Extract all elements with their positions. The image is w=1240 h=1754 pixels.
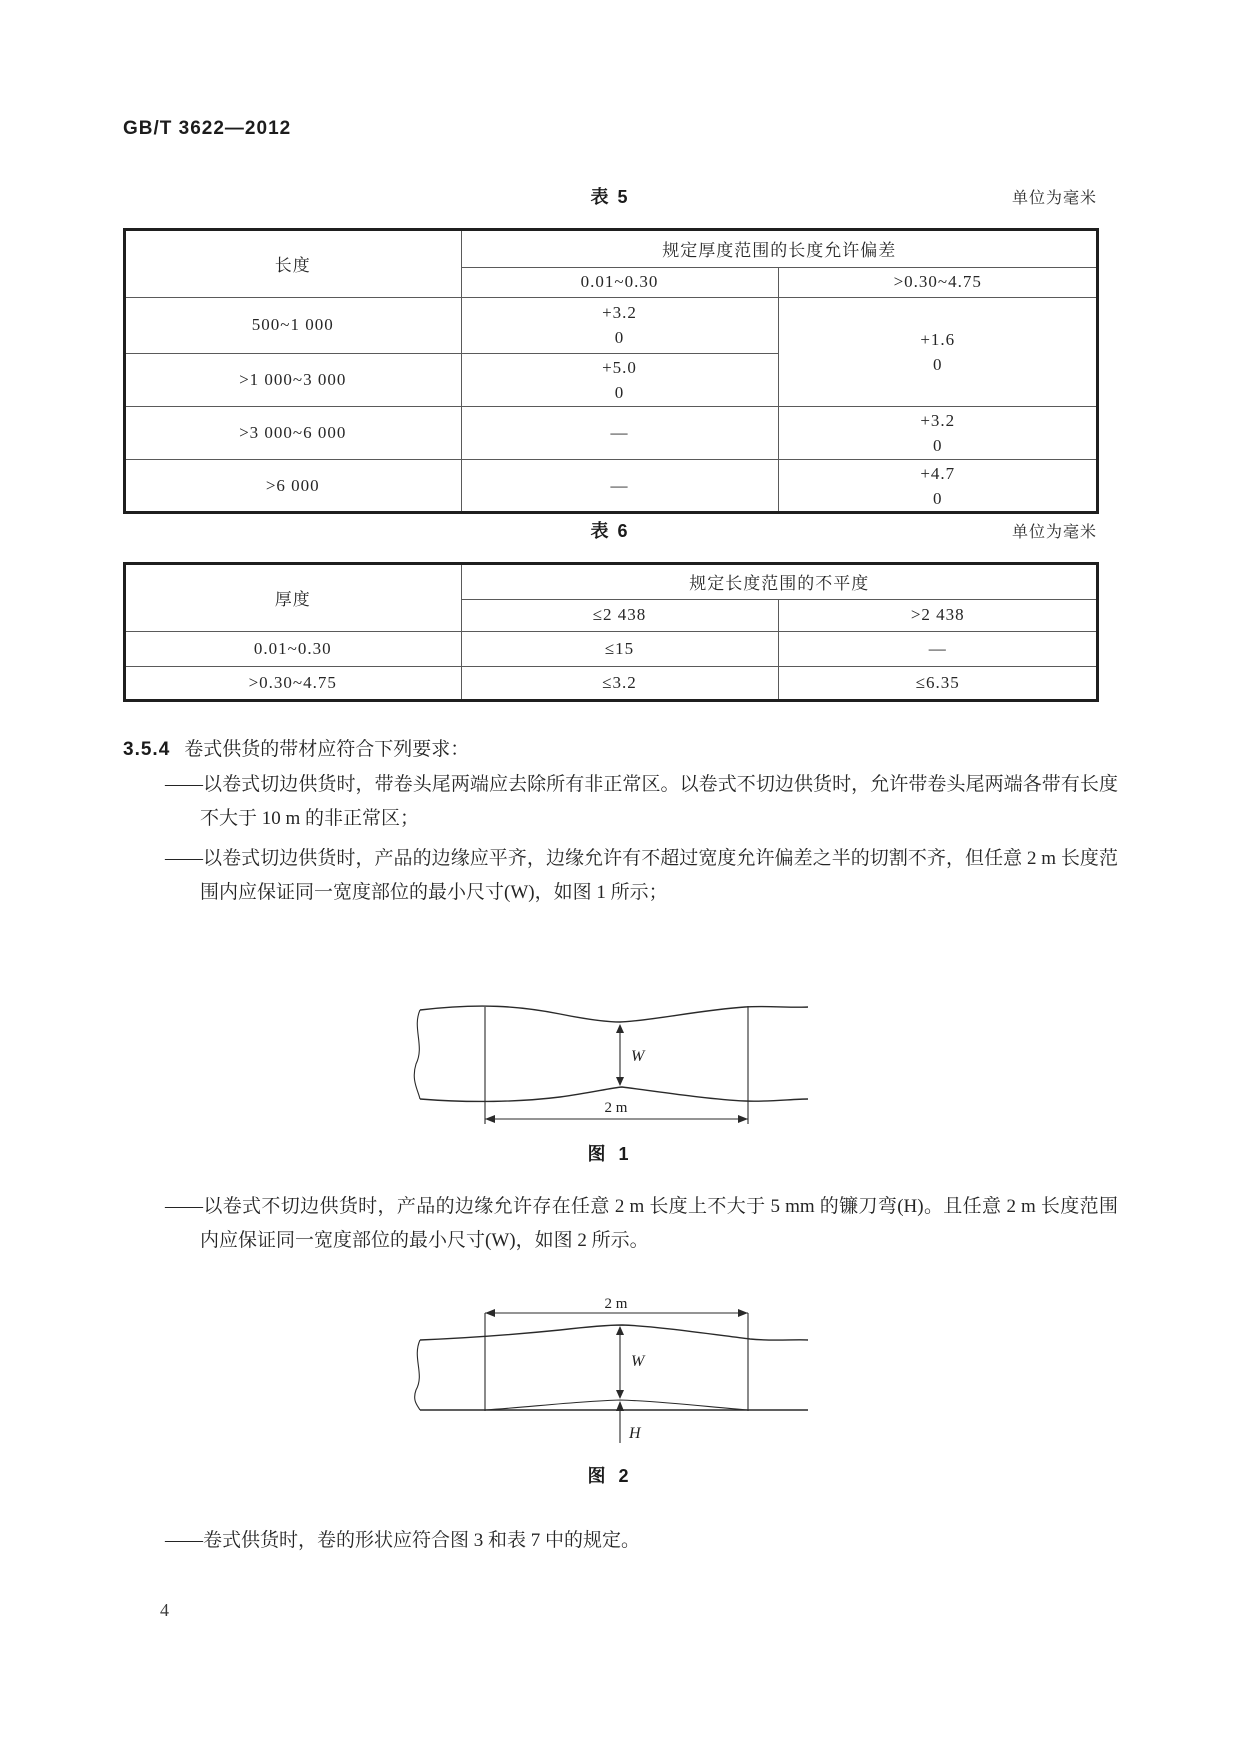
arrowhead	[616, 1326, 624, 1335]
dev-upper: +1.6	[920, 329, 956, 349]
table6-subheader-1: ≤2 438	[461, 599, 778, 631]
arrowhead	[738, 1309, 748, 1317]
arrowhead	[616, 1077, 624, 1086]
table6-header-thickness: 厚度	[124, 563, 461, 631]
figure-2-caption: 图 2	[587, 1466, 633, 1486]
arrowhead	[616, 1024, 624, 1033]
page-number: 4	[160, 1600, 169, 1620]
table5-row3-dev2	[778, 406, 1098, 459]
table5-row1-length: 500~1 000	[124, 297, 461, 353]
table5-row3-length: >3 000~6 000	[124, 406, 461, 459]
table5-row1-dev1	[461, 297, 778, 353]
bullet-text: 以卷式切边供货时，带卷头尾两端应去除所有非正常区。以卷式不切边供货时，允许带卷头尾两端各带有长度不大于 10 m 的非正常区；	[200, 774, 1118, 829]
arrowhead	[616, 1401, 624, 1411]
width-label: W	[631, 1048, 645, 1065]
dev-lower: 0	[614, 328, 625, 347]
table-5	[123, 228, 1099, 514]
section-title-text: 卷式供货的带材应符合下列要求：	[184, 739, 470, 760]
table5-row2-dev1	[461, 353, 778, 406]
table-6	[123, 562, 1099, 702]
table5-unit-label: 单位为毫米	[1011, 190, 1097, 207]
bullet-dash: ——	[165, 1196, 203, 1217]
figure-2-drawing	[410, 1298, 810, 1450]
figure-1	[410, 998, 810, 1137]
bullet-text: 以卷式不切边供货时，产品的边缘允许存在任意 2 m 长度上不大于 5 mm 的镰刀弯(H)。且任意 2 m 长度范围内应保证同一宽度部位的最小尺寸(W)，如图 2 所示。	[200, 1196, 1118, 1251]
table6-row1-v2: —	[778, 631, 1098, 666]
strip-top-edge	[420, 1006, 808, 1022]
arrowhead	[485, 1309, 495, 1317]
figure-1-caption: 图 1	[587, 1144, 633, 1164]
bullet-dash: ——	[165, 848, 203, 869]
section-3-5-4	[123, 735, 1118, 765]
dev-lower: 0	[933, 435, 943, 455]
table5-row4-dev1: —	[461, 459, 778, 513]
section-number: 3.5.4	[123, 739, 171, 760]
table6-subheader-2: >2 438	[778, 599, 1098, 631]
table5-caption-row	[123, 183, 1097, 209]
table5-subheader-1: 0.01~0.30	[461, 267, 778, 297]
length-label: 2 m	[604, 1100, 628, 1116]
strip-bottom-edge	[485, 1400, 748, 1410]
figure-1-drawing	[410, 998, 810, 1132]
table6-row2-v1: ≤3.2	[461, 666, 778, 701]
camber-label: H	[629, 1425, 641, 1442]
table6-row2-v2: ≤6.35	[778, 666, 1098, 701]
document-number: GB/T 3622—2012	[123, 118, 292, 139]
table5-row3-dev1: —	[461, 406, 778, 459]
table5-header-span: 规定厚度范围的长度允许偏差	[461, 229, 1098, 267]
table5-row4-length: >6 000	[124, 459, 461, 513]
table5-row4-dev2	[778, 459, 1098, 513]
arrowhead	[738, 1115, 748, 1123]
table6-row2-thickness: >0.30~4.75	[124, 666, 461, 701]
bullet-text: 卷式供货时，卷的形状应符合图 3 和表 7 中的规定。	[203, 1530, 641, 1551]
dev-upper: +4.7	[920, 463, 956, 483]
bullet-item-2	[123, 842, 1118, 910]
bullet-item-4	[123, 1524, 1118, 1558]
bullet-dash: ——	[165, 1530, 203, 1551]
strip-break-edge	[414, 1010, 420, 1099]
dev-upper: +5.0	[602, 357, 637, 377]
bullet-item-3	[123, 1190, 1118, 1258]
table6-row1-v1: ≤15	[461, 631, 778, 666]
table6-header-span: 规定长度范围的不平度	[461, 563, 1098, 599]
table6-caption-row	[123, 517, 1097, 543]
arrowhead	[616, 1390, 624, 1399]
figure-2	[410, 1298, 810, 1455]
width-label: W	[631, 1353, 645, 1370]
table6-unit-label: 单位为毫米	[1011, 524, 1097, 541]
bullet-dash: ——	[165, 774, 203, 795]
strip-break-edge	[415, 1340, 420, 1410]
length-label: 2 m	[604, 1298, 628, 1312]
table5-subheader-2: >0.30~4.75	[778, 267, 1098, 297]
dev-lower: 0	[614, 382, 625, 402]
bullet-text: 以卷式切边供货时，产品的边缘应平齐，边缘允许有不超过宽度允许偏差之半的切割不齐，但任意 2 m 长度范围内应保证同一宽度部位的最小尺寸(W)，如图 1 所示；	[200, 848, 1118, 903]
arrowhead	[485, 1115, 495, 1123]
dev-upper: +3.2	[602, 303, 637, 322]
table6-caption: 表 6	[590, 521, 630, 541]
strip-top-edge	[420, 1325, 808, 1340]
table5-row2-length: >1 000~3 000	[124, 353, 461, 406]
table5-caption: 表 5	[590, 187, 630, 207]
dev-lower: 0	[933, 488, 943, 508]
dev-upper: +3.2	[920, 410, 956, 430]
table5-header-length: 长度	[124, 229, 461, 297]
bullet-item-1	[123, 768, 1118, 836]
table6-row1-thickness: 0.01~0.30	[124, 631, 461, 666]
dev-lower: 0	[933, 354, 943, 374]
table5-row1-2-dev2	[778, 297, 1098, 406]
